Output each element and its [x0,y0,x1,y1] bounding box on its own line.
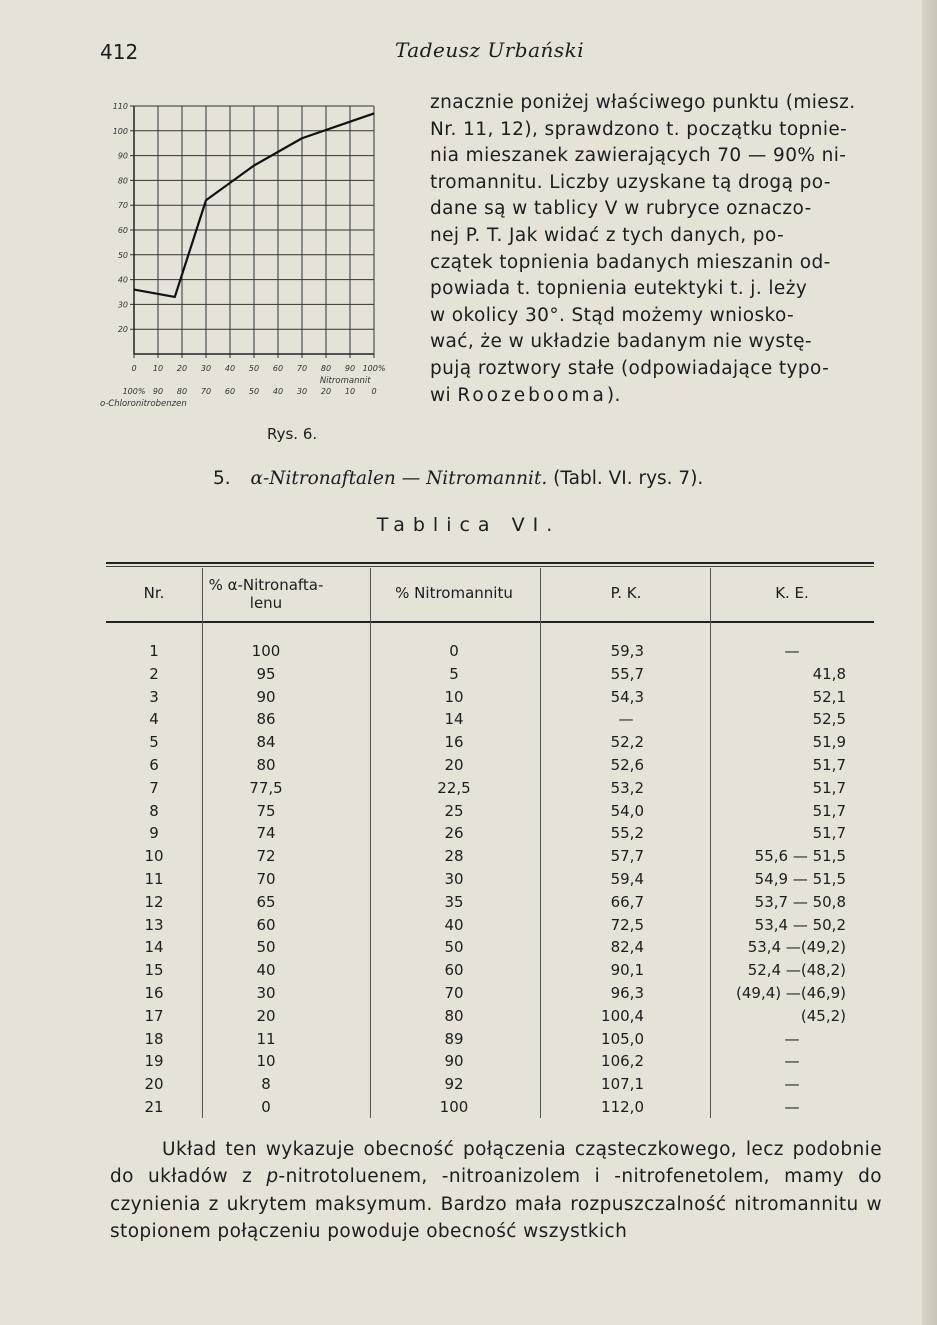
cell-alpha-nitronaftalen: 50 [256,938,276,957]
cell-alpha-nitronaftalen: 77,5 [249,778,283,797]
phase-diagram [100,92,410,427]
x-tick-label-chloronitrobenzen: 70 [200,387,212,396]
cell-alpha-nitronaftalen: 90 [256,687,276,706]
cell-nitromannit: 28 [444,847,464,866]
cell-alpha-nitronaftalen: 20 [256,1006,276,1025]
author-name: Roozebooma [457,384,607,406]
cell-nr: 15 [144,961,164,980]
paragraph-1-line: nia mieszanek zawierających 70 — 90% ni- [430,145,847,167]
x-tick-label-chloronitrobenzen: 20 [320,387,332,396]
x-tick-label-nitromannit: 90 [344,364,356,373]
paragraph-1-line: w okolicy 30°. Stąd możemy wniosko- [430,304,795,326]
x-tick-label-nitromannit: 40 [224,364,236,373]
cell-nitromannit: 20 [444,756,464,774]
cell-nr: 14 [144,938,164,957]
cell-nitromannit: 100 [439,1098,469,1116]
x-tick-label-nitromannit: 20 [176,364,188,373]
cell-pk: 82,4 [610,938,644,957]
cell-nitromannit: 0 [449,642,459,660]
cell-pk: 72,5 [610,915,644,934]
cell-pk: 106,2 [601,1052,644,1071]
cell-nitromannit: 22,5 [437,778,471,797]
paragraph-1-line: nej P. T. Jak widać z tych danych, po- [430,224,785,246]
x-tick-label-chloronitrobenzen: 60 [224,387,236,396]
cell-nr: 13 [144,915,164,934]
header-nitromannit: % Nitromannitu [395,584,513,602]
table-header-rule [106,621,874,623]
cell-nitromannit: 26 [444,824,464,843]
table-column-rule [370,568,371,1118]
cell-ke: 51,9 [812,733,846,752]
paragraph-1-line: znacznie poniżej właściwego punktu (miesz. [430,92,856,113]
cell-ke: 53,7 — 50,8 [754,892,846,911]
cell-nr: 11 [144,870,164,888]
x-axis-label-chloronitrobenzen: o-Chloronitrobenzen [100,399,187,409]
page-number: 412 [100,40,139,64]
x-tick-label-chloronitrobenzen: 80 [176,387,188,396]
cell-alpha-nitronaftalen: 60 [256,915,276,934]
table-top-rule-thin [106,566,874,567]
cell-ke: 53,4 — 50,2 [754,915,846,934]
y-tick-label: 90 [117,151,128,161]
running-title: Tadeusz Urbański [395,38,585,62]
y-tick-label: 60 [117,226,128,235]
cell-nr: 6 [149,756,159,774]
paragraph-1-line: dane są w tablicy V w rubryce oznaczo- [430,198,812,220]
cell-pk: — [618,710,634,729]
y-tick-label: 100 [112,126,128,136]
y-tick-label: 50 [117,250,128,260]
section-number: 5. [213,468,231,489]
x-tick-label-nitromannit: 50 [248,364,260,373]
cell-nr: 21 [144,1098,164,1116]
cell-pk: 96,3 [610,984,644,1002]
page-header [0,36,937,66]
cell-nitromannit: 5 [449,664,459,683]
paragraph-1-line: tromannitu. Liczby uzyskane tą drogą po- [430,171,831,193]
cell-nr: 2 [149,664,159,683]
x-tick-label-chloronitrobenzen: 50 [248,387,260,396]
paragraph-1-line: Nr. 11, 12), sprawdzono t. początku topnie- [430,118,848,140]
header-nr: Nr. [143,584,165,602]
cell-pk: 66,7 [610,892,644,911]
cell-nitromannit: 10 [444,687,464,706]
cell-nr: 10 [144,847,164,866]
cell-pk: 55,2 [610,824,644,843]
cell-nr: 16 [144,984,164,1002]
cell-ke: 52,5 [812,710,846,729]
cell-pk: 105,0 [601,1029,644,1048]
last-line-end: ). [606,384,621,406]
cell-pk: 53,2 [610,778,644,797]
cell-alpha-nitronaftalen: 72 [256,847,276,866]
y-tick-label: 70 [117,201,128,211]
cell-nr: 5 [149,733,159,752]
x-tick-label-chloronitrobenzen: 30 [296,387,308,396]
figure-rys-6 [100,92,410,452]
cell-ke: 51,7 [812,778,846,797]
x-tick-label-chloronitrobenzen: 90 [152,387,164,396]
paragraph-1-line: powiada t. topnienia eutektyki t. j. leży [430,278,808,300]
cell-nitromannit: 92 [444,1075,464,1094]
cell-pk: 57,7 [610,847,644,866]
cell-nitromannit: 14 [444,710,464,729]
cell-alpha-nitronaftalen: 40 [256,961,276,980]
paragraph-1-line: wać, że w układzie badanym nie wystę- [430,331,812,353]
cell-nitromannit: 90 [444,1052,464,1071]
cell-ke: 53,4 —(49,2) [747,938,846,957]
x-tick-label-nitromannit: 70 [296,364,308,373]
cell-pk: 100,4 [601,1006,644,1025]
cell-alpha-nitronaftalen: 74 [256,824,276,843]
cell-nitromannit: 30 [444,870,464,888]
cell-ke: 52,1 [812,687,846,706]
cell-alpha-nitronaftalen: 0 [261,1098,271,1116]
paragraph-2-part-2: -nitrotoluenem, -nitroanizolem i -nitrofenetolem, mamy do czynienia z ukrytem maksymum. Bardzo mała rozpuszczalność nitromannitu w stopionem połączeniu powoduje obecność wszystkich [110,1166,882,1243]
cell-nr: 18 [144,1029,164,1048]
y-tick-label: 80 [117,176,128,186]
cell-alpha-nitronaftalen: 100 [251,642,281,660]
y-tick-label: 20 [117,325,128,335]
cell-alpha-nitronaftalen: 8 [261,1075,271,1094]
cell-alpha-nitronaftalen: 10 [256,1052,276,1071]
cell-alpha-nitronaftalen: 75 [256,801,276,820]
paragraph-2 [110,1136,882,1246]
cell-nitromannit: 40 [444,915,464,934]
x-axis-label-nitromannit: Nitromannit [319,376,371,386]
paragraph-1 [430,90,872,409]
paragraph-1-line: czątek topnienia badanych mieszanin od- [430,251,831,273]
cell-nr: 17 [144,1006,164,1025]
cell-pk: 112,0 [601,1098,644,1116]
cell-nitromannit: 80 [444,1006,464,1025]
cell-ke: — [784,1075,800,1094]
cell-ke: — [784,1098,800,1116]
cell-nitromannit: 89 [444,1029,464,1048]
x-tick-label-nitromannit: 10 [152,364,164,373]
section-ref: (Tabl. VI. rys. 7). [553,468,704,489]
cell-pk: 52,6 [610,756,644,774]
cell-ke: (49,4) —(46,9) [736,984,846,1002]
cell-nitromannit: 70 [444,984,464,1002]
cell-nitromannit: 25 [444,801,464,820]
x-tick-label-nitromannit: 60 [272,364,284,373]
cell-alpha-nitronaftalen: 65 [256,892,276,911]
cell-pk: 90,1 [610,961,644,980]
header-alpha-nitronaftalen: % α-Nitronafta- lenu [208,576,324,612]
cell-ke: 52,4 —(48,2) [747,961,846,980]
cell-nitromannit: 50 [444,938,464,957]
cell-pk: 59,4 [610,870,644,888]
section-heading [213,468,703,489]
y-tick-label: 40 [117,275,128,285]
cell-nr: 3 [149,687,159,706]
y-tick-label: 110 [112,102,128,111]
page-edge [922,0,937,1325]
cell-ke: — [784,1029,800,1048]
table-top-rule [106,562,874,564]
paragraph-2-part-1: Układ ten wykazuje obecność połączenia cząsteczkowego, lecz podobnie do układów z [110,1139,882,1188]
figure-caption: Rys. 6. [267,425,318,443]
last-line-start: wi [430,384,458,406]
x-tick-label-chloronitrobenzen: 100% [122,387,146,396]
cell-pk: 59,3 [610,642,644,660]
cell-alpha-nitronaftalen: 70 [256,870,276,888]
x-tick-label-nitromannit: 0 [131,364,137,373]
cell-ke: 51,7 [812,756,846,774]
cell-pk: 54,3 [610,687,644,706]
paragraph-1-line: pują roztwory stałe (odpowiadające typo- [430,357,830,379]
cell-nr: 7 [149,778,159,797]
cell-ke: — [784,1052,800,1071]
cell-ke: 51,7 [812,801,846,820]
cell-alpha-nitronaftalen: 86 [256,710,276,729]
cell-alpha-nitronaftalen: 30 [256,984,276,1002]
x-tick-label-nitromannit: 30 [200,364,212,373]
cell-ke: (45,2) [800,1006,846,1025]
cell-nr: 12 [144,892,164,911]
cell-nitromannit: 16 [444,733,464,752]
cell-nitromannit: 35 [444,892,464,911]
header-pk: P. K. [610,584,642,602]
cell-nr: 4 [149,710,159,729]
cell-pk: 55,7 [610,664,644,683]
cell-ke: 41,8 [812,664,846,683]
cell-ke: — [784,642,800,660]
x-tick-label-nitromannit: 80 [320,364,332,373]
x-tick-label-chloronitrobenzen: 10 [344,387,356,396]
cell-alpha-nitronaftalen: 80 [256,756,276,774]
table-title: Tablica VI. [376,514,561,536]
cell-alpha-nitronaftalen: 84 [256,733,276,752]
cell-pk: 107,1 [601,1075,644,1094]
cell-nr: 1 [149,642,159,660]
cell-nitromannit: 60 [444,961,464,980]
cell-ke: 55,6 — 51,5 [754,847,846,866]
cell-ke: 51,7 [812,824,846,843]
cell-pk: 54,0 [610,801,644,820]
cell-pk: 52,2 [610,733,644,752]
cell-nr: 9 [149,824,159,843]
header-ke: K. E. [775,584,809,602]
x-tick-label-chloronitrobenzen: 0 [371,387,377,396]
cell-alpha-nitronaftalen: 11 [256,1029,276,1048]
cell-nr: 20 [144,1075,164,1094]
paragraph-1-last-line [430,383,872,410]
section-title: α-Nitronaftalen — Nitromannit. [250,468,548,489]
cell-nr: 8 [149,801,159,820]
paragraph-2-para-prefix: p [266,1166,279,1188]
y-tick-label: 30 [117,300,128,310]
cell-nr: 19 [144,1052,164,1071]
x-tick-label-nitromannit: 100% [362,364,386,373]
cell-ke: 54,9 — 51,5 [754,870,846,888]
cell-alpha-nitronaftalen: 95 [256,664,276,683]
x-tick-label-chloronitrobenzen: 40 [272,387,284,396]
